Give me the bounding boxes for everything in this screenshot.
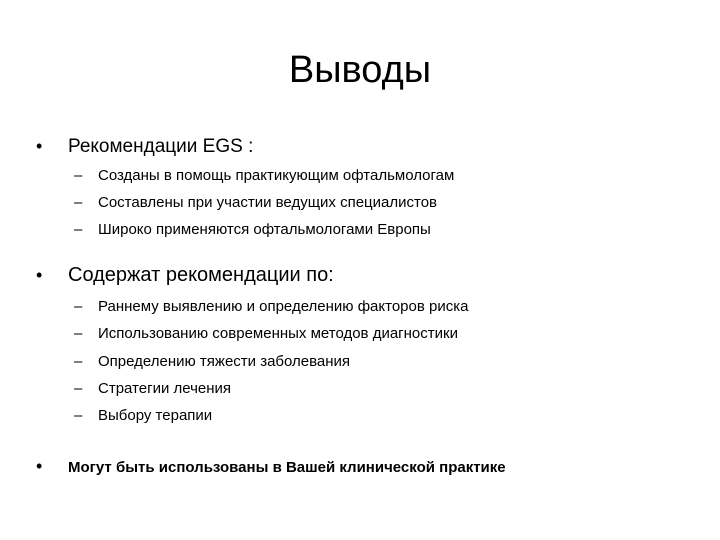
sub-item — [74, 352, 350, 372]
dash-icon: – — [74, 194, 83, 211]
bullet-text: Могут быть использованы в Вашей клинической практике — [68, 459, 506, 476]
bullet-text: Содержат рекомендации по: — [68, 264, 334, 286]
sub-item-text: Определению тяжести заболевания — [98, 353, 351, 370]
bullet-clinical-practice — [36, 454, 506, 480]
sub-item — [74, 379, 231, 399]
sub-item — [74, 406, 212, 426]
sub-item-text: Стратегии лечения — [98, 380, 232, 397]
sub-item — [74, 297, 468, 317]
sub-item-text: Выбору терапии — [98, 407, 213, 424]
bullet-contains — [36, 263, 334, 287]
sub-item-text: Раннему выявлению и определению факторов риска — [98, 298, 469, 315]
bullet-icon: • — [36, 456, 43, 476]
dash-icon: – — [74, 407, 83, 424]
sub-item-text: Широко применяются офтальмологами Европы — [98, 221, 431, 238]
dash-icon: – — [74, 167, 83, 184]
sub-item — [74, 166, 454, 186]
sub-item — [74, 193, 437, 213]
dash-icon: – — [74, 353, 83, 370]
bullet-icon: • — [36, 136, 43, 156]
sub-item — [74, 220, 431, 240]
dash-icon: – — [74, 325, 83, 342]
slide-title: Выводы — [288, 49, 432, 91]
dash-icon: – — [74, 221, 83, 238]
bullet-icon: • — [36, 265, 43, 285]
sub-item-text: Созданы в помощь практикующим офтальмологам — [98, 167, 455, 184]
sub-item — [74, 324, 458, 344]
bullet-recommendations — [36, 134, 253, 159]
sub-item-text: Использованию современных методов диагностики — [98, 325, 458, 342]
dash-icon: – — [74, 380, 83, 397]
dash-icon: – — [74, 298, 83, 315]
bullet-text: Рекомендации EGS : — [68, 136, 254, 157]
sub-item-text: Составлены при участии ведущих специалистов — [98, 194, 438, 211]
